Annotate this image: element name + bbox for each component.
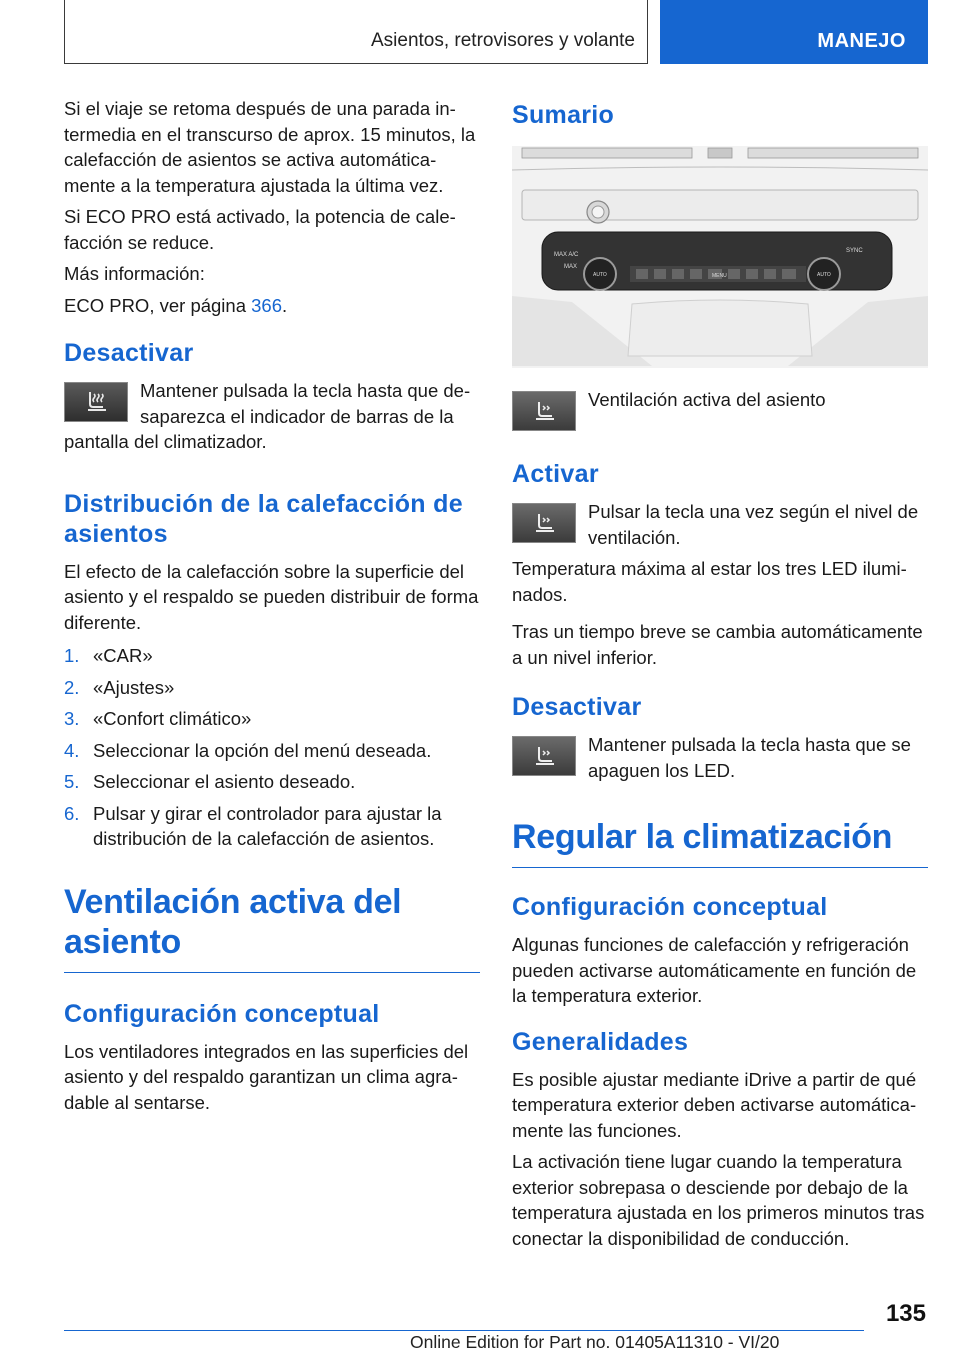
menu-label: MENU	[712, 273, 727, 279]
paragraph: Pulsar la tecla una vez según el nivel de ventilación.	[588, 501, 919, 548]
list-item	[64, 801, 480, 852]
page-link[interactable]: 366	[251, 294, 283, 316]
step-text: «Confort climático»	[93, 708, 252, 729]
section-heading: Sumario	[512, 101, 615, 129]
chapter-heading: Regular la climatización	[512, 817, 928, 868]
header-title-box	[64, 0, 648, 64]
step-text: Pulsar y girar el controlador para ajustar la distribución de la calefacción de asientos.	[93, 802, 442, 849]
section-heading: Configuración conceptual	[64, 999, 380, 1028]
edition-note: Online Edition for Part no. 01405A11310 - VI/20	[410, 1332, 780, 1352]
icon-legend	[512, 387, 928, 433]
icon-instruction	[512, 499, 928, 556]
step-number: 5.	[64, 771, 80, 792]
section-heading: Configuración conceptual	[512, 893, 828, 921]
section-heading: Desactivar	[64, 339, 194, 367]
seat-ventilation-icon	[512, 391, 576, 431]
paragraph: Ventilación activa del asiento	[588, 389, 826, 410]
maxac-label: MAX A/C	[554, 252, 579, 258]
list-item	[64, 706, 480, 732]
paragraph: Los ventiladores integrados en las superficies del asiento y del respaldo garantizan un clima agradable al sentarse.	[64, 1040, 469, 1113]
paragraph: Es posible ajustar mediante iDrive a partir de qué temperatura exterior deben activarse automáticamente las funciones.	[512, 1068, 917, 1141]
list-item	[64, 738, 480, 764]
steps-list	[64, 643, 480, 852]
seat-heating-icon	[64, 382, 128, 422]
climate-control-panel-figure	[512, 146, 928, 368]
auto-label-right: AUTO	[817, 272, 831, 278]
reference-text: ECO PRO, ver página	[64, 294, 252, 316]
header-section-label: MANEJO	[817, 30, 906, 52]
paragraph: Mantener pulsada la tecla hasta que desaparezca el indicador de barras de la pantalla del climatizador.	[64, 380, 471, 452]
seat-ventilation-icon	[512, 736, 576, 776]
paragraph: El efecto de la calefacción sobre la superficie del asiento y el respaldo se pueden distribuir de forma diferente.	[64, 560, 479, 633]
section-heading: Desactivar	[512, 693, 642, 721]
paragraph: La activación tiene lugar cuando la temperatura exterior sobrepasa o desciende por debajo de la temperatura ajustada en los primeros minutos tras conectar la disponibilidad de conducción.	[512, 1151, 925, 1249]
paragraph: Si ECO PRO está activado, la potencia de calefacción se reduce.	[64, 206, 456, 253]
seat-ventilation-icon	[512, 503, 576, 543]
step-text: Seleccionar la opción del menú deseada.	[93, 739, 432, 761]
icon-instruction	[512, 732, 928, 789]
list-item	[64, 643, 480, 669]
section-heading: Generalidades	[512, 1027, 689, 1056]
paragraph: Algunas funciones de calefacción y refrigeración pueden activarse automáticamente en función de la temperatura exterior.	[512, 934, 917, 1006]
paragraph: Más información:	[64, 263, 205, 284]
reference-suffix: .	[282, 294, 288, 316]
section-heading: Activar	[512, 460, 599, 488]
list-item	[64, 769, 480, 795]
paragraph: Mantener pulsada la tecla hasta que se apaguen los LED.	[588, 734, 911, 781]
step-number: 4.	[64, 739, 80, 761]
step-text: «Ajustes»	[93, 676, 175, 698]
step-text: Seleccionar el asiento deseado.	[93, 771, 356, 792]
step-number: 3.	[64, 708, 80, 729]
footer-divider	[64, 1330, 864, 1331]
step-number: 1.	[64, 645, 80, 666]
step-number: 2.	[64, 676, 80, 698]
paragraph: Tras un tiempo breve se cambia automáticamente a un nivel inferior.	[512, 621, 923, 668]
sync-label: SYNC	[846, 248, 863, 254]
section-heading: Distribución de la calefacción de asientos	[64, 489, 463, 548]
chapter-heading: Ventilación activa del asiento	[64, 882, 480, 973]
step-number: 6.	[64, 802, 80, 824]
left-column	[64, 96, 480, 1121]
right-column	[512, 96, 928, 1257]
paragraph: Temperatura máxima al estar los tres LED iluminados.	[512, 558, 907, 605]
page-number: 135	[885, 1300, 926, 1327]
header-section-tab	[660, 0, 928, 64]
page-header	[64, 0, 928, 64]
step-text: «CAR»	[93, 645, 153, 666]
list-item	[64, 675, 480, 701]
icon-instruction	[64, 378, 480, 461]
paragraph-reference	[64, 293, 480, 319]
header-title: Asientos, retrovisores y volante	[370, 30, 635, 51]
auto-label-left: AUTO	[593, 272, 607, 278]
paragraph: Si el viaje se retoma después de una parada intermedia en el transcurso de aprox. 15 minutos, la calefacción de asientos se activa automáticamente a la temperatura ajustada la última vez.	[64, 98, 476, 196]
max-label: MAX	[564, 264, 578, 270]
